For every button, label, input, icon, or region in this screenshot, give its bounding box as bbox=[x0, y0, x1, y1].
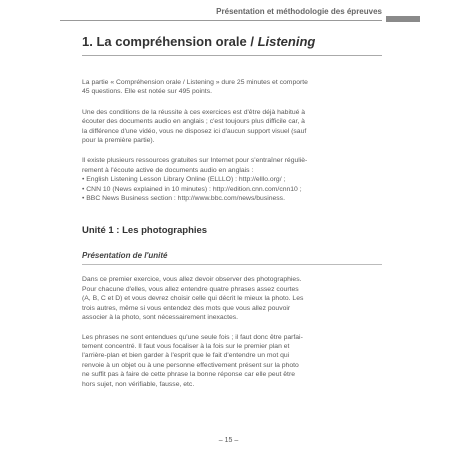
text-line: pour la première partie). bbox=[82, 137, 155, 145]
text-line: la différence d'une vidéo, vous ne disposez ici d'aucun support visuel (sauf bbox=[82, 127, 307, 135]
text-line: hors sujet, non vérifiable, fausse, etc. bbox=[82, 380, 195, 388]
text-line: renvoie à un objet ou à une personne effectivement présent sur la photo bbox=[82, 361, 299, 369]
page-content bbox=[82, 34, 382, 389]
text-line: (A, B, C et D) et vous devrez choisir celle qui décrit le mieux la photo. Les bbox=[82, 295, 304, 303]
text-line: trois autres, même si vous entendez des mots que vous allez pouvoir bbox=[82, 304, 291, 312]
conditions-paragraph bbox=[82, 108, 382, 146]
text-line: Dans ce premier exercice, vous allez devoir observer des photographies. bbox=[82, 276, 302, 284]
section-title-emphasis: Listening bbox=[257, 34, 316, 49]
text-line: Il existe plusieurs ressources gratuites sur Internet pour s'entraîner réguliè- bbox=[82, 157, 308, 165]
resource-item: • CNN 10 (News explained in 10 minutes) : http://edition.cnn.com/cnn10 ; bbox=[82, 185, 302, 193]
text-line: associer à la photo, sont nécessairement inexactes. bbox=[82, 314, 239, 322]
intro-paragraph bbox=[82, 78, 382, 97]
section-title bbox=[82, 34, 382, 50]
header-tab-marker bbox=[386, 16, 420, 22]
unit-paragraph-1 bbox=[82, 275, 382, 322]
unit-subtitle-rule bbox=[82, 264, 382, 265]
section-title-rule bbox=[82, 55, 382, 56]
running-header-title: Présentation et méthodologie des épreuves bbox=[216, 7, 382, 16]
resource-item: • English Listening Lesson Library Online (ELLLO) : http://elllo.org/ ; bbox=[82, 176, 286, 184]
text-line: 45 questions. Elle est notée sur 495 points. bbox=[82, 88, 212, 96]
header-rule bbox=[60, 20, 382, 21]
text-line: La partie « Compréhension orale / Listening » dure 25 minutes et comporte bbox=[82, 79, 308, 86]
text-line: Les phrases ne sont entendues qu'une seule fois ; il faut donc être parfai- bbox=[82, 333, 303, 341]
page-number: – 15 – bbox=[218, 437, 239, 444]
unit-subtitle: Présentation de l'unité bbox=[82, 251, 168, 261]
unit-paragraph-2 bbox=[82, 333, 382, 389]
text-line: Une des conditions de la réussite à ces exercices est d'être déjà habitué à bbox=[82, 108, 306, 116]
unit-title: Unité 1 : Les photographies bbox=[82, 225, 208, 237]
text-line: rement à l'écoute active de documents audio en anglais : bbox=[82, 166, 254, 174]
resource-item: • BBC News Business section : http://www.bbc.com/news/business. bbox=[82, 195, 285, 203]
text-line: Pour chacune d'elles, vous allez entendre quatre phrases assez courtes bbox=[82, 285, 299, 293]
text-line: ne suffit pas à faire de cette phrase la bonne réponse car elle peut être bbox=[82, 371, 295, 379]
text-line: l'arrière-plan et bien garder à l'esprit que le fait d'entendre un mot qui bbox=[82, 352, 290, 360]
text-line: tement concentré. Il faut vous focaliser à la fois sur le premier plan et bbox=[82, 342, 290, 350]
section-title-prefix: 1. La compréhension orale / bbox=[82, 34, 258, 49]
text-line: écouter des documents audio en anglais ; c'est toujours plus difficile car, à bbox=[82, 118, 305, 126]
resources-paragraph bbox=[82, 156, 382, 203]
running-header bbox=[60, 7, 420, 21]
